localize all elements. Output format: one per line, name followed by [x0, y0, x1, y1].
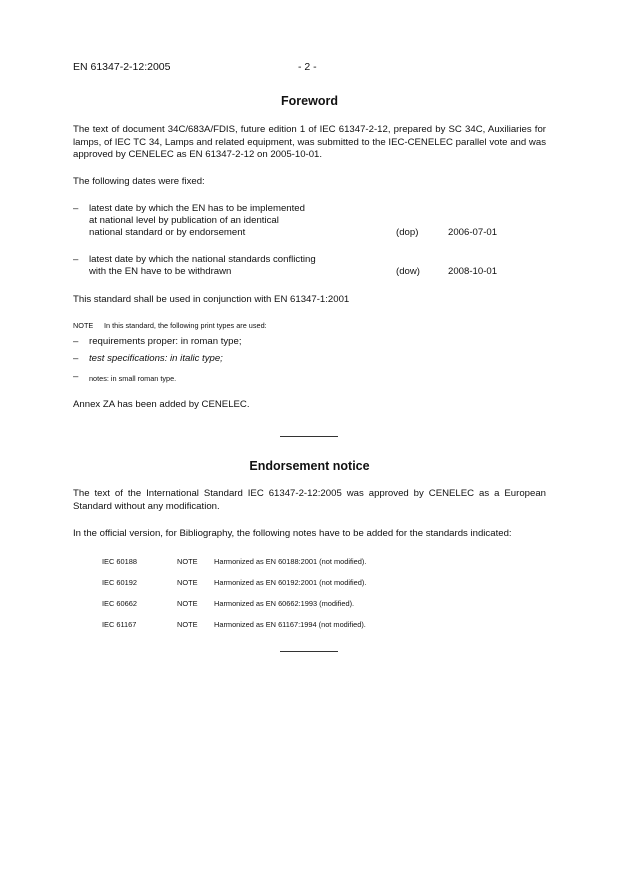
table-standard: IEC 60662 [102, 599, 137, 608]
table-standard: IEC 61167 [102, 620, 137, 629]
table-note-label: NOTE [177, 599, 198, 608]
foreword-paragraph: The text of document 34C/683A/FDIS, future edition 1 of IEC 61347-2-12, prepared by SC 34C, Auxiliaries for lamps, of IEC TC 34, Lamps and related equipment, was submitted to the IEC-CENELEC parallel vote and was approved by CENELEC as EN 61347-2-12 on 2005-10-01. [73, 124, 546, 160]
table-note-text: Harmonized as EN 60662:1993 (modified). [214, 599, 355, 608]
annex-statement: Annex ZA has been added by CENELEC. [73, 399, 250, 410]
table-standard: IEC 60192 [102, 578, 137, 587]
table-note-label: NOTE [177, 578, 198, 587]
bibliography-intro: In the official version, for Bibliography, the following notes have to be added for the standards indicated: [73, 528, 512, 539]
page-number: - 2 - [298, 61, 317, 73]
list-dash: – [73, 254, 79, 265]
list-dash: – [73, 336, 79, 347]
date-item-line: with the EN have to be withdrawn [89, 266, 232, 277]
date-item-line: at national level by publication of an identical [89, 215, 279, 226]
table-note-label: NOTE [177, 620, 198, 629]
list-dash: – [73, 203, 79, 214]
list-dash: – [73, 353, 79, 364]
endorsement-paragraph: The text of the International Standard IEC 61347-2-12:2005 was approved by CENELEC as a European Standard without any modification. [73, 488, 546, 512]
table-note-label: NOTE [177, 557, 198, 566]
date-code: (dop) [396, 227, 419, 238]
table-note-text: Harmonized as EN 61167:1994 (not modified). [214, 620, 366, 629]
print-type-item: notes: in small roman type. [89, 374, 177, 383]
table-note-text: Harmonized as EN 60188:2001 (not modified). [214, 557, 367, 566]
document-id: EN 61347-2-12:2005 [73, 61, 171, 73]
date-code: (dow) [396, 266, 420, 277]
print-type-item: requirements proper: in roman type; [89, 336, 242, 347]
conjunction-statement: This standard shall be used in conjunction with EN 61347-1:2001 [73, 294, 350, 305]
print-type-item: test specifications: in italic type; [89, 353, 223, 364]
endorsement-title: Endorsement notice [249, 459, 370, 473]
note-label: NOTE [73, 321, 94, 330]
dates-intro: The following dates were fixed: [73, 176, 205, 187]
date-value: 2006-07-01 [448, 227, 498, 238]
section-divider [280, 436, 338, 437]
date-item-line: national standard or by endorsement [89, 227, 246, 238]
note-text: In this standard, the following print types are used: [104, 321, 267, 330]
date-item-line: latest date by which the national standards conflicting [89, 254, 316, 265]
date-value: 2008-10-01 [448, 266, 498, 277]
date-item-line: latest date by which the EN has to be implemented [89, 203, 305, 214]
section-divider [280, 651, 338, 652]
table-note-text: Harmonized as EN 60192:2001 (not modified). [214, 578, 367, 587]
table-standard: IEC 60188 [102, 557, 137, 566]
foreword-title: Foreword [281, 94, 338, 108]
list-dash: – [73, 371, 79, 382]
